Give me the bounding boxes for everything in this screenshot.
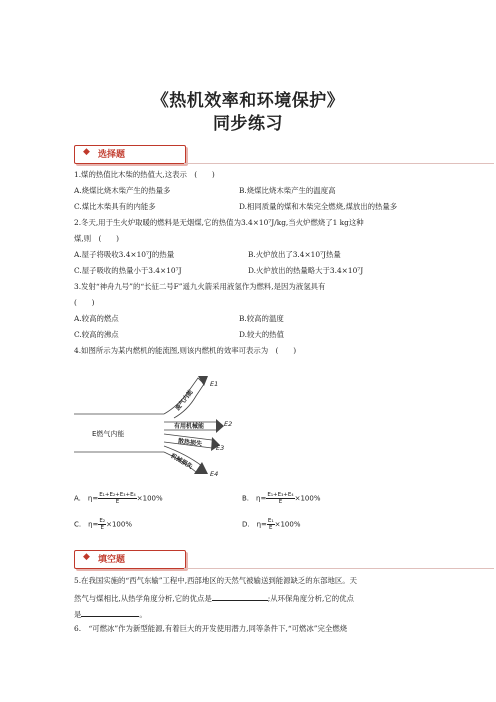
question-3-option-d: D.较大的热值 — [239, 330, 284, 339]
question-2-stem: 2.冬天,用于生火炉取暖的燃料是无烟煤,它的热值为3.4×10⁷J/kg,当火炉燃烧了1 kg这种 — [74, 218, 364, 227]
question-4-option-d — [242, 518, 301, 531]
option-suffix: ×100% — [106, 520, 132, 529]
question-4-option-a — [74, 492, 163, 505]
question-5-text: ;从环保角度分析,它的优点 — [267, 594, 354, 603]
section-header-fill — [74, 550, 188, 570]
fraction-numerator: E₂ — [99, 518, 106, 524]
question-1-stem: 1.煤的热值比木柴的热值大,这表示 ( ) — [74, 170, 215, 179]
energy-flow-diagram — [74, 362, 234, 484]
fraction-numerator: E₁+E₃+E₄ — [267, 492, 294, 498]
fraction-numerator: E₁ — [267, 518, 274, 524]
option-suffix: ×100% — [274, 520, 301, 529]
diagram-arrow-label: 机械损失 — [169, 452, 194, 471]
diagram-energy-label: E3 — [216, 444, 225, 452]
fraction-denominator: E — [115, 499, 120, 505]
diagram-source-label: E燃气内能 — [92, 430, 125, 438]
diamond-icon: ◆ — [83, 552, 90, 562]
answer-blank[interactable] — [81, 608, 139, 617]
fraction-denominator: E — [100, 525, 104, 531]
question-5-line-3 — [74, 608, 147, 620]
diamond-icon: ◆ — [83, 147, 90, 157]
section-label: 填空题 — [98, 555, 126, 565]
question-5-line-2 — [74, 592, 354, 604]
section-label: 选择题 — [98, 150, 126, 160]
section-header-choice — [74, 145, 188, 165]
question-1-option-c: C.煤比木柴具有的内能多 — [74, 202, 156, 211]
question-4-option-b — [242, 492, 321, 505]
fraction-denominator: E — [269, 525, 273, 531]
fraction-numerator: E₁+E₂+E₃+E₄ — [99, 492, 136, 498]
question-2-option-a: A.屋子将吸收3.4×10⁷J的热量 — [74, 250, 175, 259]
question-1-option-a: A.烧煤比烧木柴产生的热量多 — [74, 186, 171, 195]
question-3-stem-cont: ( ) — [74, 298, 95, 307]
diagram-arrow-label: 散热损失 — [177, 437, 203, 448]
question-1-option-b: B.烧煤比烧木柴产生的温度高 — [239, 186, 336, 195]
question-3-option-b: B.较高的温度 — [239, 314, 284, 323]
diagram-energy-label: E4 — [210, 470, 219, 478]
question-2-option-c: C.屋子吸收的热量小于3.4×10⁷J — [74, 266, 182, 275]
question-4-stem: 4.如图所示为某内燃机的能流图,则该内燃机的效率可表示为 ( ) — [74, 346, 297, 355]
fraction-denominator: E — [278, 499, 283, 505]
option-suffix: ×100% — [136, 494, 163, 503]
question-1-option-d: D.相同质量的煤和木柴完全燃烧,煤放出的热量多 — [239, 202, 398, 211]
question-5-text: 是 — [74, 610, 82, 619]
question-2-option-d: D.火炉放出的热量略大于3.4×10⁷J — [248, 266, 364, 275]
question-3-option-c: C.较高的沸点 — [74, 330, 119, 339]
option-prefix: D. η= — [242, 520, 267, 529]
question-5-text: 然气与煤相比,从热学角度分析,它的优点是 — [74, 594, 212, 603]
page-title: 《热机效率和环境保护》 — [151, 91, 345, 111]
page-subtitle: 同步练习 — [213, 114, 283, 134]
diagram-energy-label: E2 — [224, 420, 233, 428]
option-prefix: C. η= — [74, 520, 99, 529]
diagram-arrow-label: 有用机械能 — [174, 423, 205, 430]
question-5-stem: 5.在我国实施的“西气东输”工程中,西部地区的天然气被输送到能源缺乏的东部地区。天 — [74, 576, 358, 585]
question-5-text: 。 — [139, 610, 147, 619]
answer-blank[interactable] — [212, 592, 268, 601]
question-3-option-a: A.较高的燃点 — [74, 314, 119, 323]
question-4-option-c — [74, 518, 132, 531]
question-2-option-b: B.火炉放出了3.4×10⁷J热量 — [248, 250, 341, 259]
diagram-arrow-label: 废气内能 — [174, 388, 195, 412]
question-2-stem-cont: 煤,则 ( ) — [74, 234, 120, 243]
question-6-stem: 6. “可燃冰”作为新型能源,有着巨大的开发使用潜力,同等条件下,“可燃冰”完全燃烧 — [74, 624, 348, 633]
option-prefix: A. η= — [74, 494, 99, 503]
option-suffix: ×100% — [294, 494, 321, 503]
option-prefix: B. η= — [242, 494, 267, 503]
question-3-stem: 3.发射“神舟九号”的“长征二号F”遥九火箭采用液氢作为燃料,是因为液氢具有 — [74, 282, 326, 291]
diagram-energy-label: E1 — [210, 380, 219, 388]
